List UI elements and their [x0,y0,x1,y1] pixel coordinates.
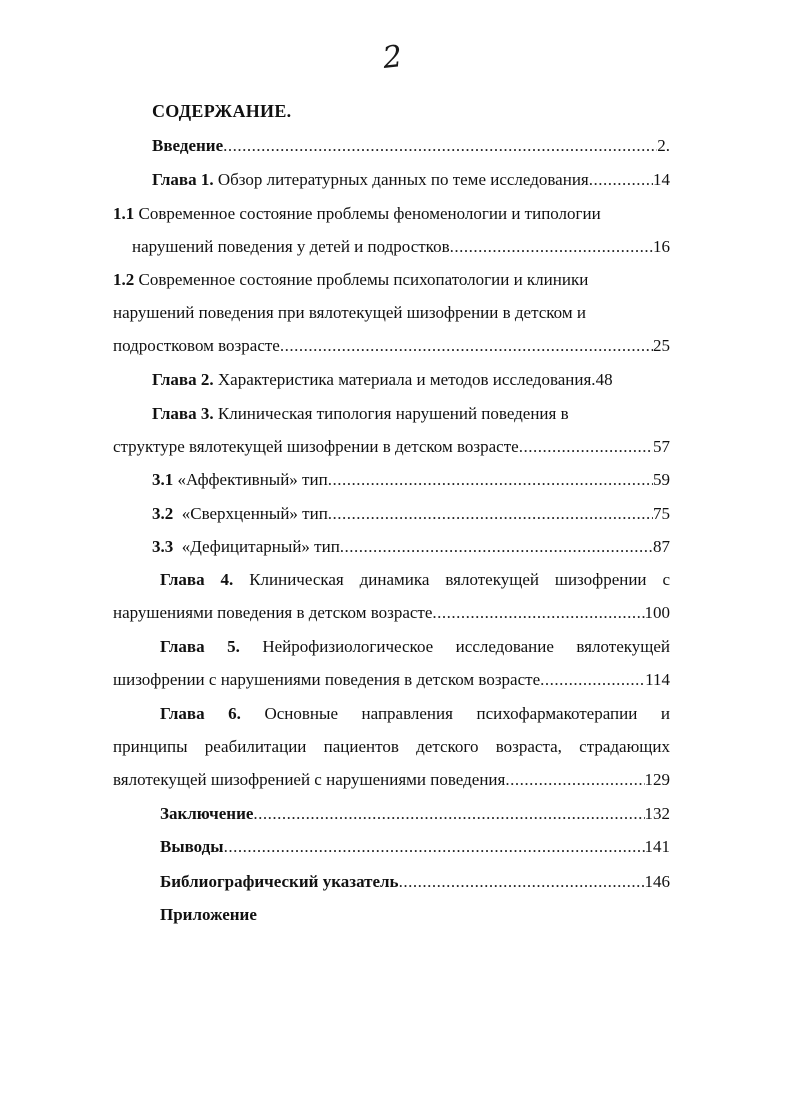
toc-page-number: 100 [644,603,670,622]
section-title-continued: нарушений поведения при вялотекущей шизофрении в детском и [113,303,586,322]
toc-entry-chapter-5-line-2[interactable] [113,667,670,693]
dot-leader [223,133,657,159]
handwritten-page-number: 2 [381,39,404,76]
toc-page-number: 129 [644,770,670,789]
toc-page-number: 141 [644,837,670,856]
chapter-title-continued: структуре вялотекущей шизофрении в детском возрасте [113,437,519,456]
toc-entry-label [152,501,328,527]
dot-leader [519,434,653,460]
toc-entry-chapter-6-line-1[interactable] [160,701,670,727]
dot-leader [253,801,644,827]
toc-entry-appendix[interactable] [160,902,670,928]
dot-leader [340,534,653,560]
dot-leader [328,467,653,493]
section-number: 3.3 [152,537,174,556]
toc-page-number: 132 [644,804,670,823]
toc-entry-conclusion[interactable] [160,801,670,827]
chapter-title: Обзор литературных данных по теме исследования [213,170,589,189]
toc-entry-chapter-4-line-2[interactable] [113,600,670,626]
chapter-title: Характеристика материала и методов исследования. [213,370,596,389]
toc-entry-section-3-3[interactable] [152,534,670,560]
toc-entry-chapter-5-line-1[interactable] [160,634,670,660]
dot-leader [450,234,653,260]
chapter-title: Основные направления психофармакотерапии и [240,704,670,723]
chapter-number: Глава 5. [160,637,240,656]
toc-entry-chapter-2[interactable] [152,367,670,393]
chapter-number: Глава 1. [152,170,214,189]
toc-entry-chapter-3-line-2[interactable] [113,434,670,460]
toc-page-number: 114 [645,670,670,689]
section-title: Современное состояние проблемы феноменологии и типологии [134,204,601,223]
dot-leader [589,167,653,193]
toc-entry-section-1-2-line-2[interactable] [113,300,670,326]
toc-entry-chapter-1[interactable] [152,167,670,193]
chapter-number: Глава 4. [160,570,234,589]
page-title: СОДЕРЖАНИЕ. [152,101,292,121]
dot-leader [399,869,645,895]
section-title: «Дефицитарный» тип [173,537,340,556]
chapter-number: Глава 3. [152,404,214,423]
toc-entry-label [152,467,328,493]
section-title-continued: нарушений поведения у детей и подростков [132,237,450,256]
toc-entry-section-1-2-line-1[interactable] [113,267,670,293]
section-number: 1.1 [113,204,135,223]
section-number: 3.1 [152,470,174,489]
toc-entry-label [152,534,340,560]
toc-entry-label: Заключение [160,804,254,823]
toc-page-number: 25 [653,336,670,355]
chapter-title-continued: шизофрении с нарушениями поведения в детском возрасте [113,670,541,689]
toc-entry-section-3-1[interactable] [152,467,670,493]
chapter-title: Клиническая типология нарушений поведения в [213,404,569,423]
toc-entry-bibliography[interactable] [160,869,670,895]
toc-entry-intro[interactable] [152,133,670,159]
toc-page-number: 87 [653,537,670,556]
toc-entry-section-3-2[interactable] [152,501,670,527]
toc-page-number: 16 [653,237,670,256]
chapter-number: Глава 2. [152,370,214,389]
toc-entry-label: Выводы [160,837,224,856]
toc-entry-chapter-6-line-2[interactable] [113,734,670,760]
chapter-title: Нейрофизиологическое исследование вялотекущей [239,637,670,656]
section-title-continued: подростковом возрасте [113,336,280,355]
dot-leader [540,667,645,693]
toc-page-number: 2. [657,136,670,155]
section-number: 3.2 [152,504,174,523]
dot-leader [224,834,645,860]
chapter-title: Клиническая динамика вялотекущей шизофрении с [233,570,670,589]
toc-entry-label: Приложение [160,905,257,924]
toc-entry-label: Введение [152,136,224,155]
toc-entry-label: Библиографический указатель [160,872,399,891]
section-number: 1.2 [113,270,135,289]
toc-page-number: 14 [653,170,670,189]
toc-entry-findings[interactable] [160,834,670,860]
toc-entry-section-1-2-line-3[interactable] [113,333,670,359]
toc-entry-chapter-4-line-1[interactable] [160,567,670,593]
toc-entry-chapter-6-line-3[interactable] [113,767,670,793]
dot-leader [280,333,653,359]
dot-leader [505,767,644,793]
toc-page-number: 59 [653,470,670,489]
toc-page-number: 48 [595,370,613,389]
section-title: «Сверхценный» тип [173,504,328,523]
toc-entry-label [152,167,589,193]
toc-entry-section-1-1-line-1[interactable] [113,201,670,227]
dot-leader [432,600,644,626]
toc-entry-section-1-1-line-2[interactable] [132,234,670,260]
chapter-title-continued: вялотекущей шизофренией с нарушениями поведения [113,770,506,789]
toc-entry-chapter-3-line-1[interactable] [152,401,670,427]
toc-page-number: 75 [653,504,670,523]
chapter-title-continued: принципы реабилитации пациентов детского возраста, страдающих [113,737,670,756]
section-title: «Аффективный» тип [173,470,328,489]
toc-page-number: 57 [653,437,670,456]
chapter-title-continued: нарушениями поведения в детском возрасте [113,603,433,622]
toc-page-number: 146 [644,872,670,891]
dot-leader [328,501,653,527]
section-title: Современное состояние проблемы психопатологии и клиники [134,270,589,289]
chapter-number: Глава 6. [160,704,241,723]
